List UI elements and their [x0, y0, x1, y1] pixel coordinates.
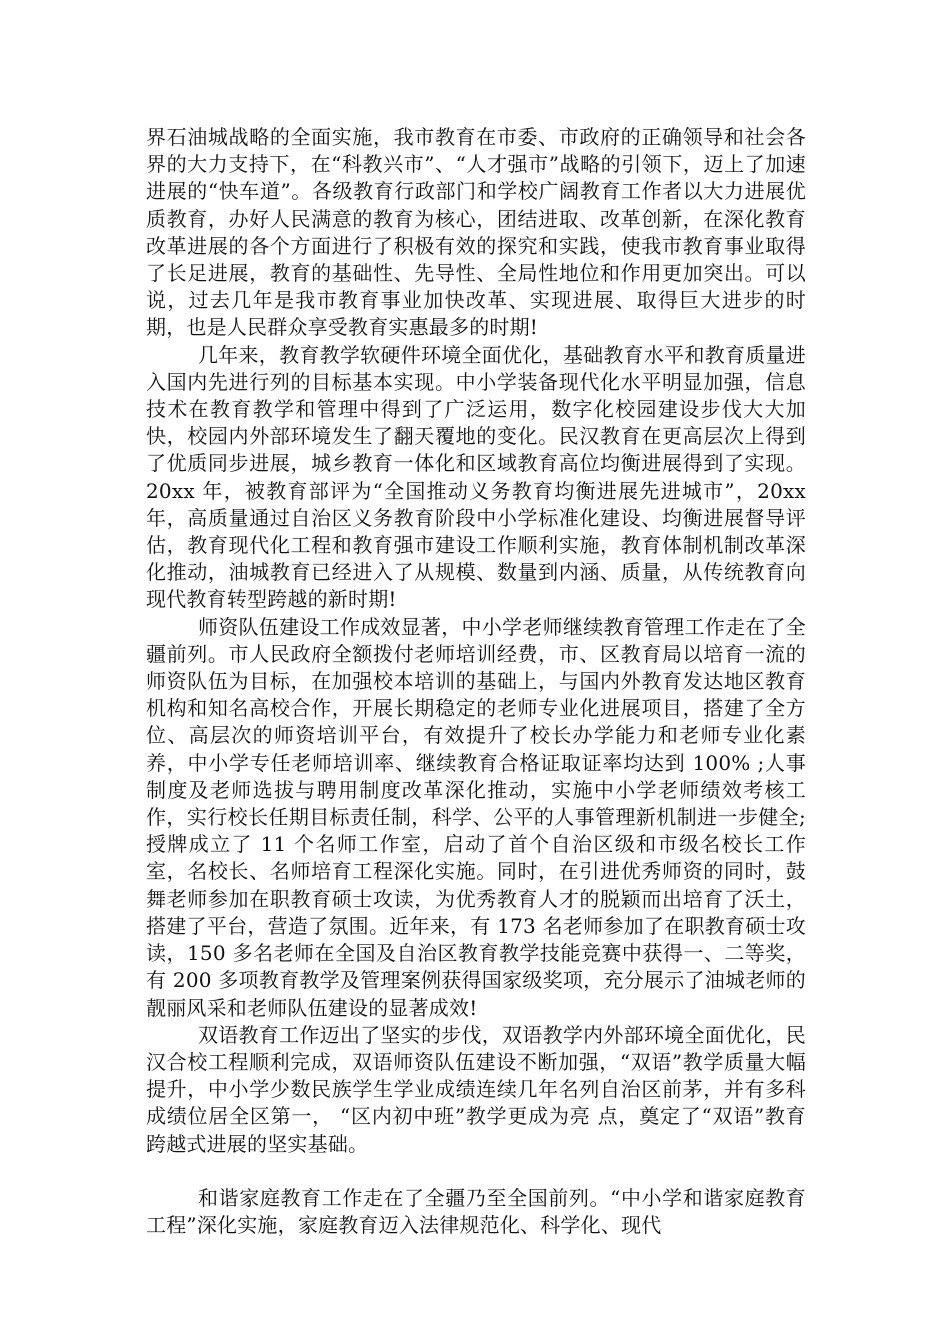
paragraph-5: 和谐家庭教育工作走在了全疆乃至全国前列。“中小学和谐家庭教育工程”深化实施，家庭教育迈入法律规范化、科学化、现代: [146, 1185, 806, 1237]
paragraph-2: 几年来，教育教学软硬件环境全面优化，基础教育水平和教育质量进入国内先进行列的目标基本实现。中小学装备现代化水平明显加强，信息技术在教育教学和管理中得到了广泛运用，数字化校园建设步伐大大加快，校园内外部环境发生了翻天覆地的变化。民汉教育在更高层次上得到了优质同步进展，城乡教育一体化和区域教育高位均衡进展得到了实现。20xx 年，被教育部评为“全国推动义务教育均衡进展先进城市”，20xx 年，高质量通过自治区义务教育阶段中小学标准化建设、均衡进展督导评估，教育现代化工程和教育强市建设工作顺利实施，教育体制机制改革深化推动，油城教育已经进入了从规模、数量到内涵、质量，从传统教育向现代教育转型跨越的新时期!: [146, 342, 806, 612]
paragraph-1: 界石油城战略的全面实施，我市教育在市委、市政府的正确领导和社会各界的大力支持下，在“科教兴市”、“人才强市”战略的引领下，迈上了加速进展的“快车道”。各级教育行政部门和学校广阔教育工作者以大力进展优质教育，办好人民满意的教育为核心，团结进取、改革创新，在深化教育改革进展的各个方面进行了积极有效的探究和实践，使我市教育事业取得了长足进展，教育的基础性、先导性、全局性地位和作用更加突出。可以说，过去几年是我市教育事业加快改革、实现进展、取得巨大进步的时期，也是人民群众享受教育实惠最多的时期!: [146, 125, 806, 340]
paragraph-4: 双语教育工作迈出了坚实的步伐，双语教学内外部环境全面优化，民汉合校工程顺利完成，双语师资队伍建设不断加强，“双语”教学质量大幅提升，中小学少数民族学生学业成绩连续几年名列自治区前茅，并有多科成绩位居全区第一， “区内初中班”教学更成为亮 点，奠定了“双语”教育跨越式进展的坚实基础。: [146, 1022, 806, 1156]
document-body: [146, 124, 806, 1239]
paragraph-3: 师资队伍建设工作成效显著，中小学老师继续教育管理工作走在了全疆前列。市人民政府全额拨付老师培训经费，市、区教育局以培育一流的师资队伍为目标，在加强校本培训的基础上，与国内外教育发达地区教育机构和知名高校合作，开展长期稳定的老师专业化进展项目，搭建了全方位、高层次的师资培训平台，有效提升了校长办学能力和老师专业化素养，中小学专任老师培训率、继续教育合格证取证率均达到 100% ;人事制度及老师选拔与聘用制度改革深化推动，实施中小学老师绩效考核工作，实行校长任期目标责任制，科学、公平的人事管理新机制进一步健全;授牌成立了 11 个名师工作室，启动了首个自治区级和市级名校长工作室，名校长、名师培育工程深化实施。同时，在引进优秀师资的同时，鼓舞老师参加在职教育硕士攻读，为优秀教育人才的脱颖而出培育了沃土，搭建了平台，营造了氛围。近年来，有 173 名老师参加了在职教育硕士攻读，150 多名老师在全国及自治区教育教学技能竞赛中获得一、二等奖，有 200 多项教育教学及管理案例获得国家级奖项，充分展示了油城老师的靓丽风采和老师队伍建设的显著成效!: [146, 614, 806, 1020]
